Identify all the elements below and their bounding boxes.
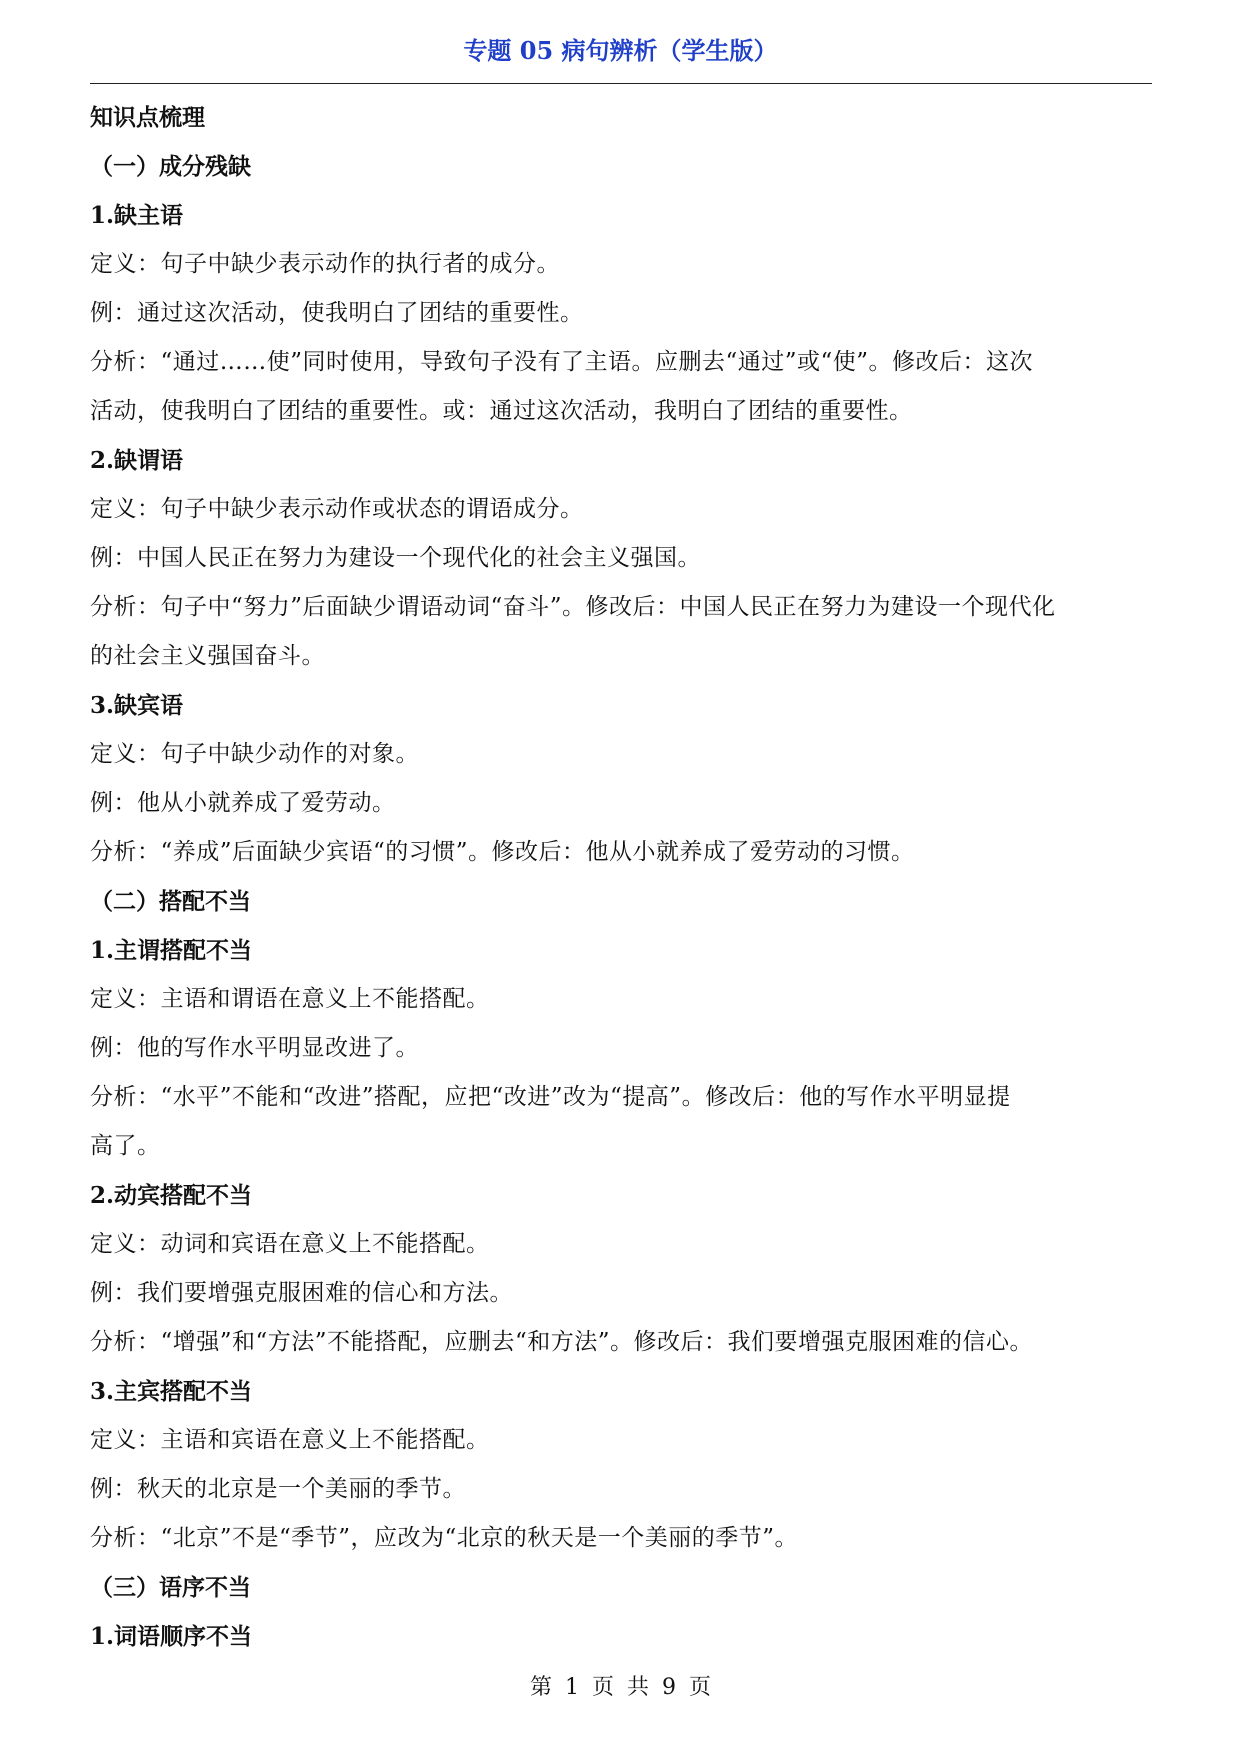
body-text-line: 定义：主语和谓语在意义上不能搭配。 <box>90 986 490 1012</box>
page-title: 专题 05 病句辨析（学生版） <box>463 36 778 65</box>
body-text-line: 分析：“养成”后面缺少宾语“的习惯”。修改后：他从小就养成了爱劳动的习惯。 <box>90 839 915 865</box>
body-text-line: 例：中国人民正在努力为建设一个现代化的社会主义强国。 <box>90 545 701 571</box>
section-heading: 2.缺谓语 <box>90 447 184 474</box>
body-text-line: 定义：句子中缺少表示动作的执行者的成分。 <box>90 251 560 277</box>
body-text-line: 高了。 <box>90 1133 161 1159</box>
section-heading: （二）搭配不当 <box>90 888 251 915</box>
body-text-line: 定义：句子中缺少动作的对象。 <box>90 741 419 767</box>
body-text-line: 活动，使我明白了团结的重要性。或：通过这次活动，我明白了团结的重要性。 <box>90 398 913 424</box>
section-heading: 1.缺主语 <box>90 202 184 229</box>
body-text-line: 定义：动词和宾语在意义上不能搭配。 <box>90 1231 490 1257</box>
body-text-line: 例：我们要增强克服困难的信心和方法。 <box>90 1280 513 1306</box>
body-text-line: 分析：“通过……使”同时使用，导致句子没有了主语。应删去“通过”或“使”。修改后：这次 <box>90 349 1034 375</box>
body-text-line: 例：秋天的北京是一个美丽的季节。 <box>90 1476 466 1502</box>
section-heading: 2.动宾搭配不当 <box>90 1182 253 1209</box>
body-text-line: 定义：主语和宾语在意义上不能搭配。 <box>90 1427 490 1453</box>
section-heading: 1.词语顺序不当 <box>90 1623 253 1650</box>
body-text-line: 定义：句子中缺少表示动作或状态的谓语成分。 <box>90 496 584 522</box>
section-heading: （三）语序不当 <box>90 1574 251 1601</box>
section-heading: （一）成分残缺 <box>90 153 251 180</box>
section-heading: 3.缺宾语 <box>90 692 184 719</box>
body-text-line: 例：通过这次活动，使我明白了团结的重要性。 <box>90 300 584 326</box>
body-text-line: 例：他的写作水平明显改进了。 <box>90 1035 419 1061</box>
section-heading: 知识点梳理 <box>90 104 205 131</box>
body-text-line: 分析：“增强”和“方法”不能搭配，应删去“和方法”。修改后：我们要增强克服困难的信心。 <box>90 1329 1034 1355</box>
body-text-line: 分析：句子中“努力”后面缺少谓语动词“奋斗”。修改后：中国人民正在努力为建设一个现代化 <box>90 594 1056 620</box>
section-heading: 3.主宾搭配不当 <box>90 1378 253 1405</box>
body-text-line: 分析：“水平”不能和“改进”搭配，应把“改进”改为“提高”。修改后：他的写作水平明显提 <box>90 1084 1011 1110</box>
header-divider <box>90 83 1152 84</box>
document-body <box>90 93 1156 1661</box>
page-number: 第 1 页 共 9 页 <box>530 1675 711 1700</box>
section-heading: 1.主谓搭配不当 <box>90 937 253 964</box>
body-text-line: 的社会主义强国奋斗。 <box>90 643 325 669</box>
body-text-line: 例：他从小就养成了爱劳动。 <box>90 790 396 816</box>
body-text-line: 分析：“北京”不是“季节”，应改为“北京的秋天是一个美丽的季节”。 <box>90 1525 799 1551</box>
